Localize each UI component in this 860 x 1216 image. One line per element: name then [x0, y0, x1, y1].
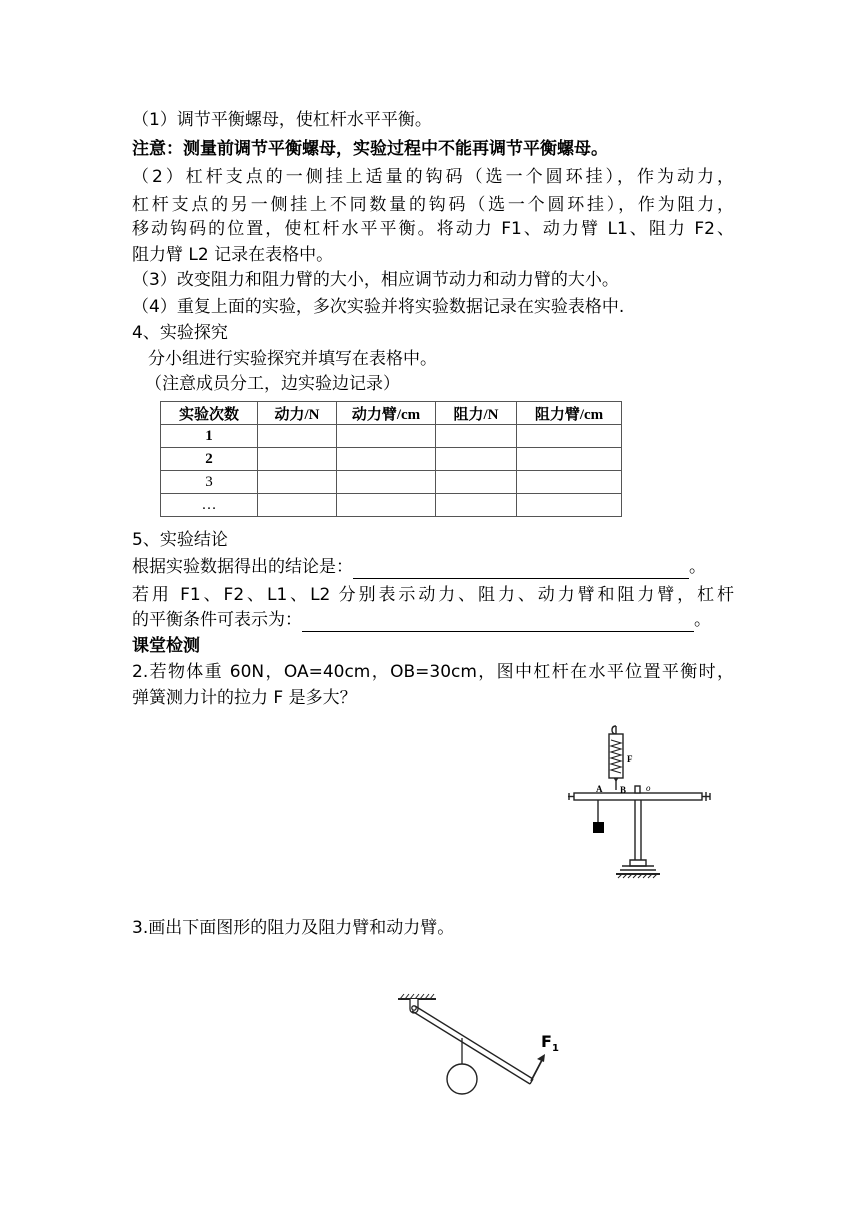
conclusion-line-3	[132, 608, 711, 632]
header-effort: 动力/N	[258, 402, 337, 425]
period: 。	[689, 557, 706, 577]
empty-cell[interactable]	[258, 494, 337, 517]
step-2-line-4: 阻力臂 L2 记录在表格中。	[132, 245, 334, 265]
empty-cell[interactable]	[517, 425, 622, 448]
lever-stand-figure	[560, 722, 720, 886]
section-4-line-1: 分小组进行实验探究并填写在表格中。	[148, 349, 437, 369]
hanging-weight	[593, 822, 604, 833]
empty-cell[interactable]	[258, 471, 337, 494]
experiment-table	[160, 401, 622, 517]
note-line: 注意：测量前调节平衡螺母，实验过程中不能再调节平衡螺母。	[132, 139, 608, 159]
label-f1: $F_1$	[541, 1032, 559, 1054]
conclusion-line-1	[132, 555, 706, 579]
lever-bar	[574, 793, 702, 800]
formula-prompt: 的平衡条件可表示为：	[132, 610, 302, 630]
header-effort-arm: 动力臂/cm	[337, 402, 436, 425]
header-load-arm: 阻力臂/cm	[517, 402, 622, 425]
step-2-line-2: 杠杆支点的另一侧挂上不同数量的钩码（选一个圆环挂），作为阻力，	[132, 195, 734, 215]
label-f: F	[627, 754, 633, 764]
label-b: B	[620, 785, 627, 795]
empty-cell[interactable]	[436, 425, 517, 448]
question-2-line-1: 2.若物体重 60N，OA=40cm，OB=30cm，图中杠杆在水平位置平衡时，	[132, 662, 734, 682]
label-a: A	[596, 784, 603, 794]
empty-cell[interactable]	[517, 448, 622, 471]
period: 。	[694, 610, 711, 630]
empty-cell[interactable]	[337, 448, 436, 471]
conclusion-line-2: 若用 F1、F2、L1、L2 分别表示动力、阻力、动力臂和阻力臂，杠杆	[132, 585, 734, 605]
empty-cell[interactable]	[436, 471, 517, 494]
step-2-line-3: 移动钩码的位置，使杠杆水平平衡。将动力 F1、动力臂 L1、阻力 F2、	[132, 219, 734, 239]
table-row	[161, 448, 622, 471]
trial-cell: 1	[161, 425, 258, 448]
conclusion-blank[interactable]	[353, 558, 689, 579]
hanging-ball	[447, 1064, 477, 1094]
section-4-title: 4、实验探究	[132, 323, 228, 343]
trial-cell: …	[161, 494, 258, 517]
check-title: 课堂检测	[132, 636, 200, 656]
table-row	[161, 425, 622, 448]
empty-cell[interactable]	[517, 471, 622, 494]
table-row	[161, 494, 622, 517]
section-5-title: 5、实验结论	[132, 530, 228, 550]
conclusion-prompt: 根据实验数据得出的结论是：	[132, 557, 353, 577]
label-o: o	[646, 783, 651, 793]
table-header-row	[161, 402, 622, 425]
question-2-line-2: 弹簧测力计的拉力 F 是多大？	[132, 688, 357, 708]
empty-cell[interactable]	[337, 471, 436, 494]
step-1: （1）调节平衡螺母，使杠杆水平平衡。	[132, 110, 432, 130]
empty-cell[interactable]	[258, 448, 337, 471]
inclined-lever-figure	[390, 990, 570, 1102]
step-4: （4）重复上面的实验，多次实验并将实验数据记录在实验表格中.	[132, 297, 625, 317]
formula-blank[interactable]	[302, 611, 694, 632]
empty-cell[interactable]	[436, 494, 517, 517]
step-3: （3）改变阻力和阻力臂的大小，相应调节动力和动力臂的大小。	[132, 270, 619, 290]
trial-cell: 2	[161, 448, 258, 471]
section-4-line-2: （注意成员分工，边实验边记录）	[145, 374, 400, 394]
force-arrow	[531, 1060, 542, 1081]
empty-cell[interactable]	[337, 425, 436, 448]
step-2-line-1: （2）杠杆支点的一侧挂上适量的钩码（选一个圆环挂），作为动力，	[132, 167, 734, 187]
empty-cell[interactable]	[517, 494, 622, 517]
header-trial: 实验次数	[161, 402, 258, 425]
header-load: 阻力/N	[436, 402, 517, 425]
table-row	[161, 471, 622, 494]
pivot-peg	[635, 786, 640, 793]
empty-cell[interactable]	[436, 448, 517, 471]
empty-cell[interactable]	[258, 425, 337, 448]
trial-cell: 3	[161, 471, 258, 494]
question-3: 3.画出下面图形的阻力及阻力臂和动力臂。	[132, 918, 455, 938]
empty-cell[interactable]	[337, 494, 436, 517]
